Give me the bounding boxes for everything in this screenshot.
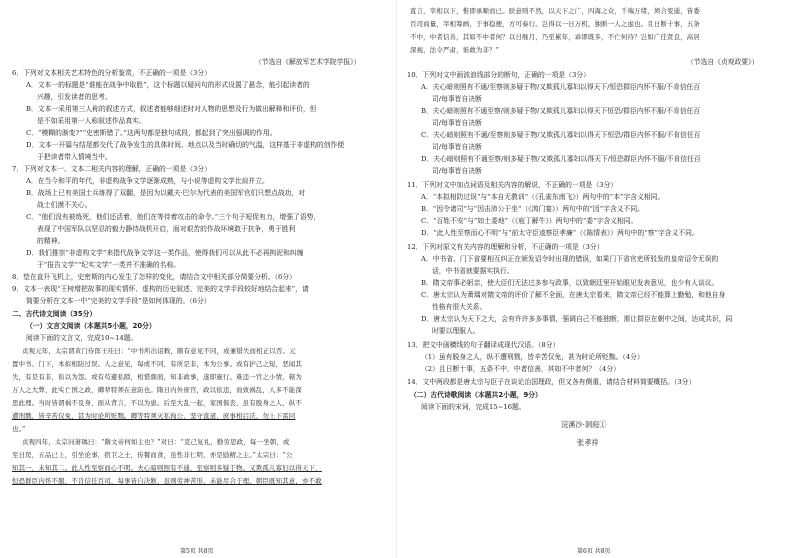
q12-option-d-cont: 时要以理服人。 [432,327,480,335]
q13-sentence-2: （2）且日断十事，五条不中，中者信善，其如不中者何？（4分） [421,365,620,373]
q10-option-c: C．夫心暗则照有不通/至察则多疑于物/又欺孤儿寡妇以得天下恒恐/群臣内怀不服/不肯信任百 [421,131,701,139]
question-14: 14．文中两段都是唐太宗与臣子在谈论治国理政，但又各有侧重，请结合材料简要概括。（3分） [407,378,696,386]
q7-option-c-cont2: 的精神。 [37,237,65,245]
q10-option-a-cont: 司/每事皆自决断 [432,95,482,103]
q10-option-b: B．夫心暗则照有不通至察/则多疑于物/又欺孤儿寡妇以得天下恒恐/群臣内怀不服/不肯信任百 [421,107,701,115]
poem-title: 浣溪沙·洞庭① [561,420,607,429]
q11-option-b: B．“因令诸司”与“因击沛公于坐”（《鸿门宴》）两句中的“因”字含义不同。 [421,205,644,213]
passage-line: 思此理。当时皆谓祸不及身，面从背言，不以为患。后至大乱一起，家国俱丧，虽有脱身之人，纵不 [12,399,302,407]
passage-line: 也。” [12,425,26,433]
q12-option-c: C．唐太宗认为萧瑀对隋文帝的评价了解不全面，在唐太宗看来，隋文帝已经不能算上勤勉，和他自身 [421,291,726,299]
q12-option-a-cont: 话，中书省就要据实执行。 [432,267,514,275]
section-heading: 二、古代诗文阅读（35分） [12,310,97,318]
passage-line-wavy: 知其一，未知其二。此人性至察而心不明。夫心暗则照有不通，至察则多疑于物。又欺孤儿寡妇以得天下， [12,464,322,472]
question-9-cont: 简要分析在文本一中“完美的文学手段”是如何体现的。（6分） [26,297,211,305]
q6-option-b: B．文本一采用第三人称的叙述方式，叙述者能够细述时对人物的思想及行为做出解释和评价，但 [26,105,317,113]
q7-option-d: D．我们推崇“非虚构文学”来指代战争文学这一类作品，使得我们可以从此不必再拘泥和纠缠 [26,249,304,257]
q6-option-d-cont: 于把读者带入情境当中。 [37,153,112,161]
q10-option-a: A．夫心暗则照有不通/至察则多疑于物/又欺孤儿寡妇以得天下/恒恐群臣内怀不服/不肯信任百 [421,83,701,91]
q10-option-d-cont: 司/每事皆自决断 [432,167,482,175]
passage-line: 至日昃，五品已上，引坐论事，宿卫之士，传餐而食，虽性非仁明，亦是励精之主。”太宗曰：“公 [12,451,293,459]
q7-option-b-cont: 战士们漠不关心。 [37,201,92,209]
passage-line: 百司商量，宰相筹画，于事稳便，方可奏行。岂得以一日万机，独断一人之虑也。且日断十事，五条 [410,20,700,28]
q11-option-c: C．“百姓不安”与“如土委地”（《庖丁解牛》）两句中的“委”字含义相同。 [421,217,638,225]
q12-option-a: A．中书省、门下省要相互纠正在颁发诏令时出现的错误，如果门下省官吏所驳发的皇帝诏令无误的 [421,255,719,263]
question-11: 11．下列对文中加点词语及相关内容的解说，不正确的一项是（3分） [407,181,618,189]
q7-option-c-cont: 表现了中国军队以坚忍的毅力静待战机开启，面对艰苦的作战环境敢于抗争，勇于胜利 [37,225,296,233]
question-6: 6．下列对文本相关艺术特色的分析鉴赏，不正确的一项是（3分） [12,69,211,77]
passage-line: 贞观四年，太宗问萧瑀曰：“隋文帝何如主也？”对曰：“克己复礼，勤劳思政，每一坐朝，或 [22,438,290,446]
q10-option-c-cont: 司/每事皆自决断 [432,143,482,151]
source-note: （节选自《解放军艺术学院学报》） [255,58,361,66]
q6-option-a-cont: 兴趣，引发读者的思考。 [37,93,112,101]
q12-option-c-cont: 性格有很大关系。 [432,303,487,311]
passage-line: 深视，法令严肃，谁敢为非？” [410,46,500,54]
q7-option-d-cont: 于“报告文学”“纪实文学”一类并不准确的名称。 [37,261,181,269]
passage-line-underlined: 遭刑戮，皆辛苦仅免，甚为时论所贬黜。卿等特须灭私徇公，坚守直道，庶事相启沃，勿上下雷同 [12,412,296,420]
question-9: 9．文本一表现“王树增把故事的现实情怀、虚构的历史叙述、完美的文学手段较好地结合起来”，请 [12,285,309,293]
passage-line: 万人之大弊，此实亡国之政，卿辈特须在意防也。隋日内外庶官，政以依违，而致祸乱，人多不能深 [12,386,302,394]
q7-option-a: A．在当今和平的年代，非虚构战争文学逐渐成熟，与小说等虚构文学比肩并立。 [26,177,269,185]
passage-line: 不中，中者信善，其如不中者何？以日继月，乃至累年，乖谬既多，不亡何待？岂如广任贤良，高居 [410,33,700,41]
q10-option-b-cont: 司/每事皆自决断 [432,119,482,127]
q6-option-b-cont: 是不如采用第一人称叙述作品真实。 [37,117,146,125]
q13-sentence-1: （1）虽有脱身之人，纵不遭刑戮，皆辛苦仅免，甚为时论所贬黜。（4分） [421,353,644,361]
page-number: 第5页 共8页 [180,548,214,555]
subsection-heading: （二）古代诗歌阅读（本题共2小题，9分） [410,391,542,399]
q6-option-c: C．“模糊的渐变?”“史密斯错了。”这两句都是独句成段，都起到了突出强调的作用。 [26,129,277,137]
q12-option-b: B．隋文帝事必躬亲，使大臣们无法过多参与政事，以致朝廷里开始眼见发表意见，也少有人谈议。 [421,279,719,287]
source-note: （节选自《贞观政要》） [687,58,759,66]
q11-option-a: A．“本拟相防过误”与“本自无教训”（《孔雀东南飞》）两句中的“本”字含义相同。 [421,193,665,201]
passage-line: 失，有是有非，衔以为怨。或有苟避私隙，相惜颜面，知非政事，遂即施行。难违一官之小情，顿为 [12,373,302,381]
passage-line: 置中书、门下，本拟相防过误。人之意见，每或不同，有所是非，本为公事。或有护己之短，恶闻其 [12,360,302,368]
q12-option-d: D．唐太宗认为天下之大，会有许许多多事情，强调自己不能独断，需让群臣在朝中之间，达成共识，同 [421,315,733,323]
q11-option-d: D．“此人性至察而心不明”与“前太守臣逵察臣孝廉”（《陈情表》）两句中的“察”字含义不同。 [421,229,699,237]
reading-instruction: 阅读下面的宋词，完成15~16题。 [421,403,526,411]
page-number: 第6页 共8页 [577,548,611,555]
question-7: 7．下列对文本一、文本二相关内容的理解，正确的一项是（3分） [12,165,211,173]
q6-option-d: D．文本一开篇与结尾都交代了战争发生的具体时间、地点以及当时确切的气温，这样基于非虚构的创作便 [26,141,345,149]
question-8: 8．垫在直升飞机上，史密斯的内心发生了怎样的变化，请结合文中相关部分简要分析。（6分） [12,273,296,281]
q7-option-c: C．“他们没有被练死，他们还活着，他们在等待着攻击的命令。”三个句子短促有力，增强了语势， [26,213,321,221]
q6-option-a: A．文本一的标题是“谁能在战争中取胜”，这个标题以疑问句的形式设置了悬念，能引起读者的 [26,81,310,89]
passage-line: 贞观元年，太宗谓黄门侍郎王珪曰：“中书所出诏敕，颇有意见不同，或兼错失而相正以否。元 [22,347,296,355]
question-13: 13．把文中画横线的句子翻译成现代汉语。（8分） [407,341,560,349]
subsection-heading: （一）文言文阅读（本题共5小题，20分） [26,322,156,330]
right-page [397,0,794,558]
passage-line: 直言，宰相以下，惟即承顺而已。朕意则不然，以天下之广，四海之众，千端万绪，须合变通，皆委 [410,7,700,15]
poem-author: 张孝祥 [577,438,599,447]
q10-option-d: D．夫心暗则照有不通至察/则多疑于物/又欺孤儿寡妇以得天下/恒恐群臣内怀不服/不肯信任百 [421,155,701,163]
question-12: 12．下列对原文有关内容的理解和分析，不正确的一项是（3分） [407,243,604,251]
passage-line-wavy: 恒恐群臣内怀不服，不肯信任百司，每事皆自决断，虽则劳神苦形，未能尽合于理。朝臣既知其意，亦不敢 [12,477,322,485]
q7-option-b: B．战场上已有美国士兵练得了双翻，是因为以戴夫·巴尔为代表的美国军官们只想点战功，对 [26,189,306,197]
question-10: 10．下列对文中画波浪线部分的断句，正确的一项是（3分） [407,71,590,79]
reading-instruction: 阅读下面的文言文，完成10~14题。 [26,334,138,342]
